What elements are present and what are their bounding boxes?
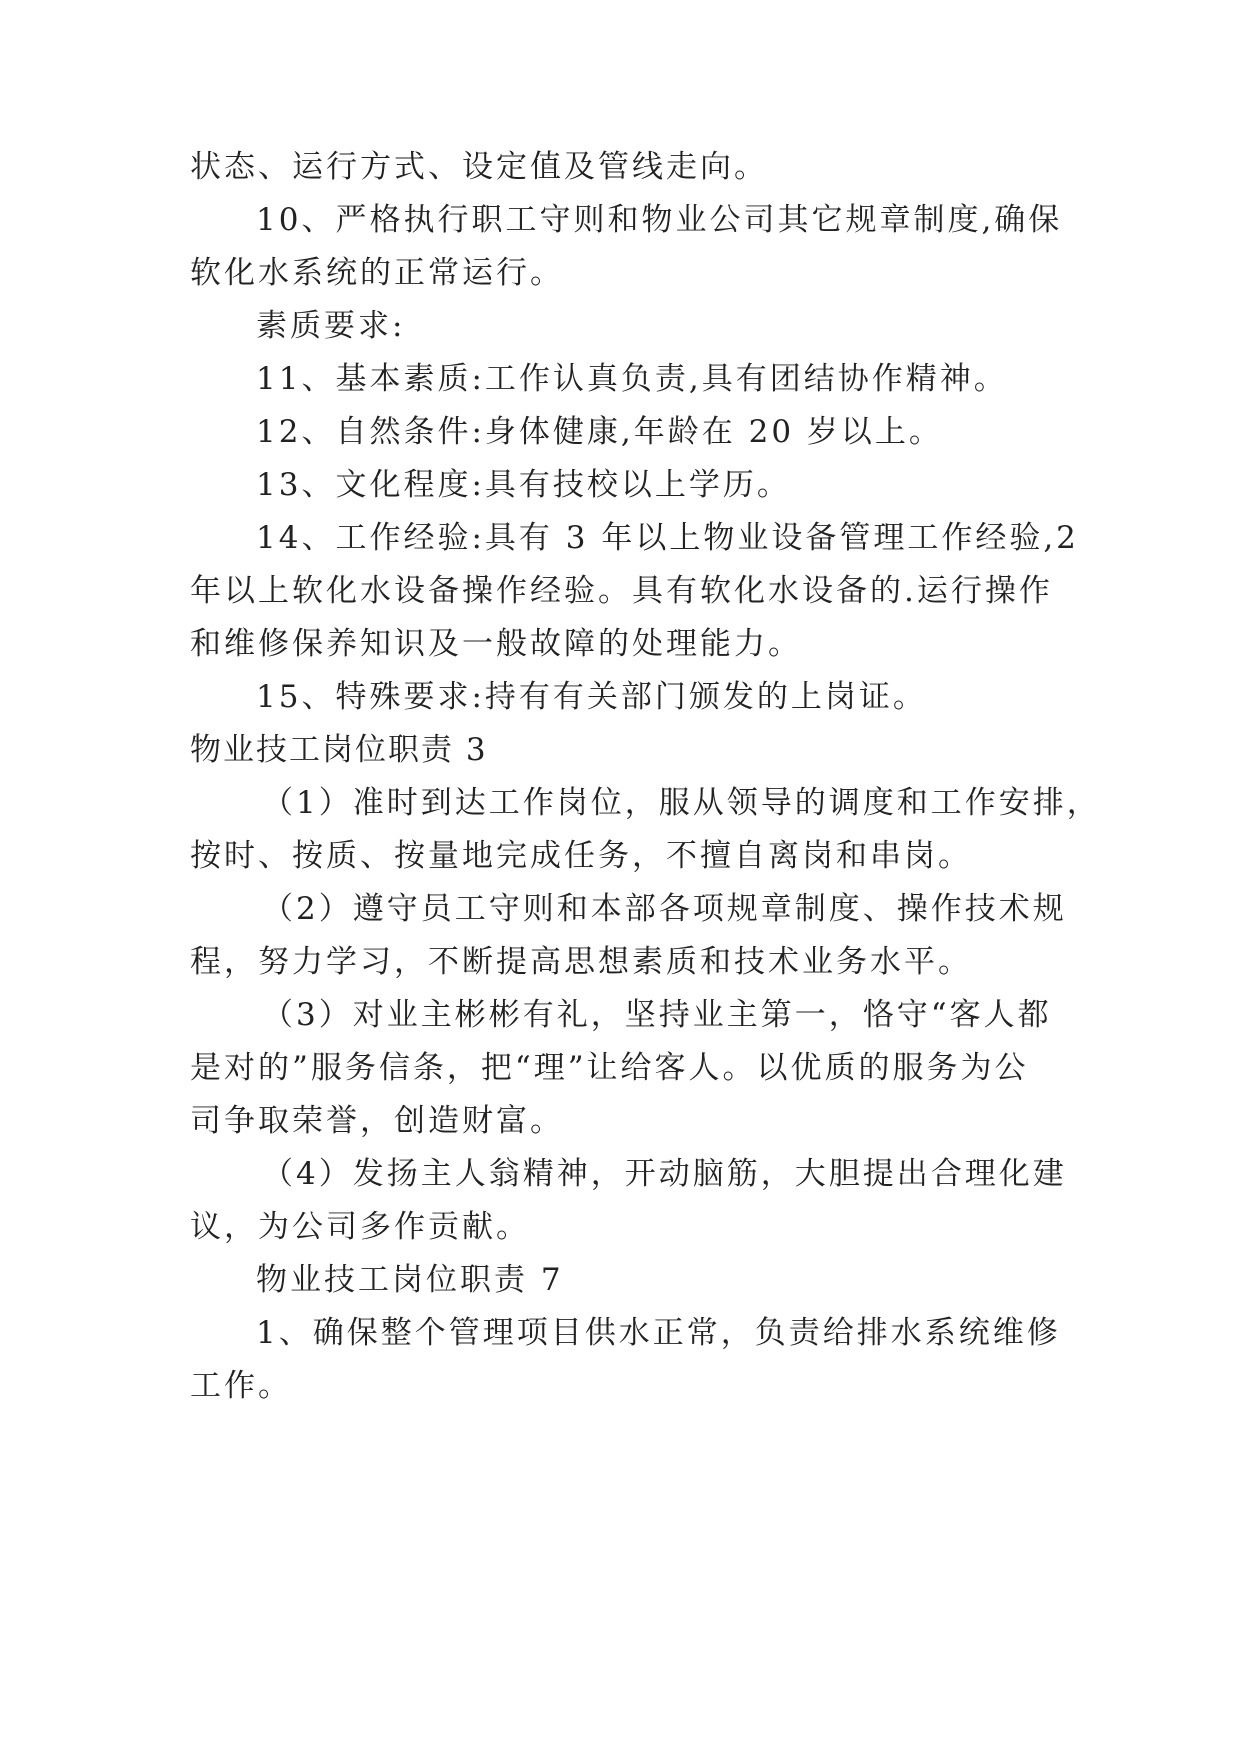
text-line: 11、基本素质:工作认真负责,具有团结协作精神。 xyxy=(256,361,1008,397)
section-heading: 物业技工岗位职责 7 xyxy=(256,1262,564,1298)
text-line: （2）遵守员工守则和本部各项规章制度、操作技术规 xyxy=(262,891,1067,927)
text-line: 是对的”服务信条，把“理”让给客人。以优质的服务为公 xyxy=(190,1050,1029,1086)
text-line: 10、严格执行职工守则和物业公司其它规章制度,确保 xyxy=(256,202,1063,238)
text-line: 工作。 xyxy=(190,1368,292,1404)
section-heading: 物业技工岗位职责 3 xyxy=(190,732,488,768)
text-line: 程，努力学习，不断提高思想素质和技术业务水平。 xyxy=(190,944,972,980)
section-label: 素质要求: xyxy=(256,308,406,344)
text-line: 和维修保养知识及一般故障的处理能力。 xyxy=(190,626,802,662)
text-line: 议，为公司多作贡献。 xyxy=(190,1209,530,1245)
text-line: 12、自然条件:身体健康,年龄在 20 岁以上。 xyxy=(256,414,943,450)
text-line: 软化水系统的正常运行。 xyxy=(190,255,564,291)
text-line: 15、特殊要求:持有有关部门颁发的上岗证。 xyxy=(256,679,927,715)
text-line: 按时、按质、按量地完成任务，不擅自离岗和串岗。 xyxy=(190,838,972,874)
text-line: （3）对业主彬彬有礼，坚持业主第一，恪守“客人都 xyxy=(262,997,1052,1033)
text-line: （4）发扬主人翁精神，开动脑筋，大胆提出合理化建 xyxy=(262,1156,1067,1192)
text-line: （1）准时到达工作岗位，服从领导的调度和工作安排， xyxy=(262,785,1101,821)
text-line: 司争取荣誉，创造财富。 xyxy=(190,1103,564,1139)
text-line: 14、工作经验:具有 3 年以上物业设备管理工作经验,2 xyxy=(256,520,1079,556)
text-line: 1、确保整个管理项目供水正常，负责给排水系统维修 xyxy=(256,1315,1061,1351)
text-line: 年以上软化水设备操作经验。具有软化水设备的.运行操作 xyxy=(190,573,1053,609)
text-line: 状态、运行方式、设定值及管线走向。 xyxy=(190,149,768,185)
text-line: 13、文化程度:具有技校以上学历。 xyxy=(256,467,791,503)
